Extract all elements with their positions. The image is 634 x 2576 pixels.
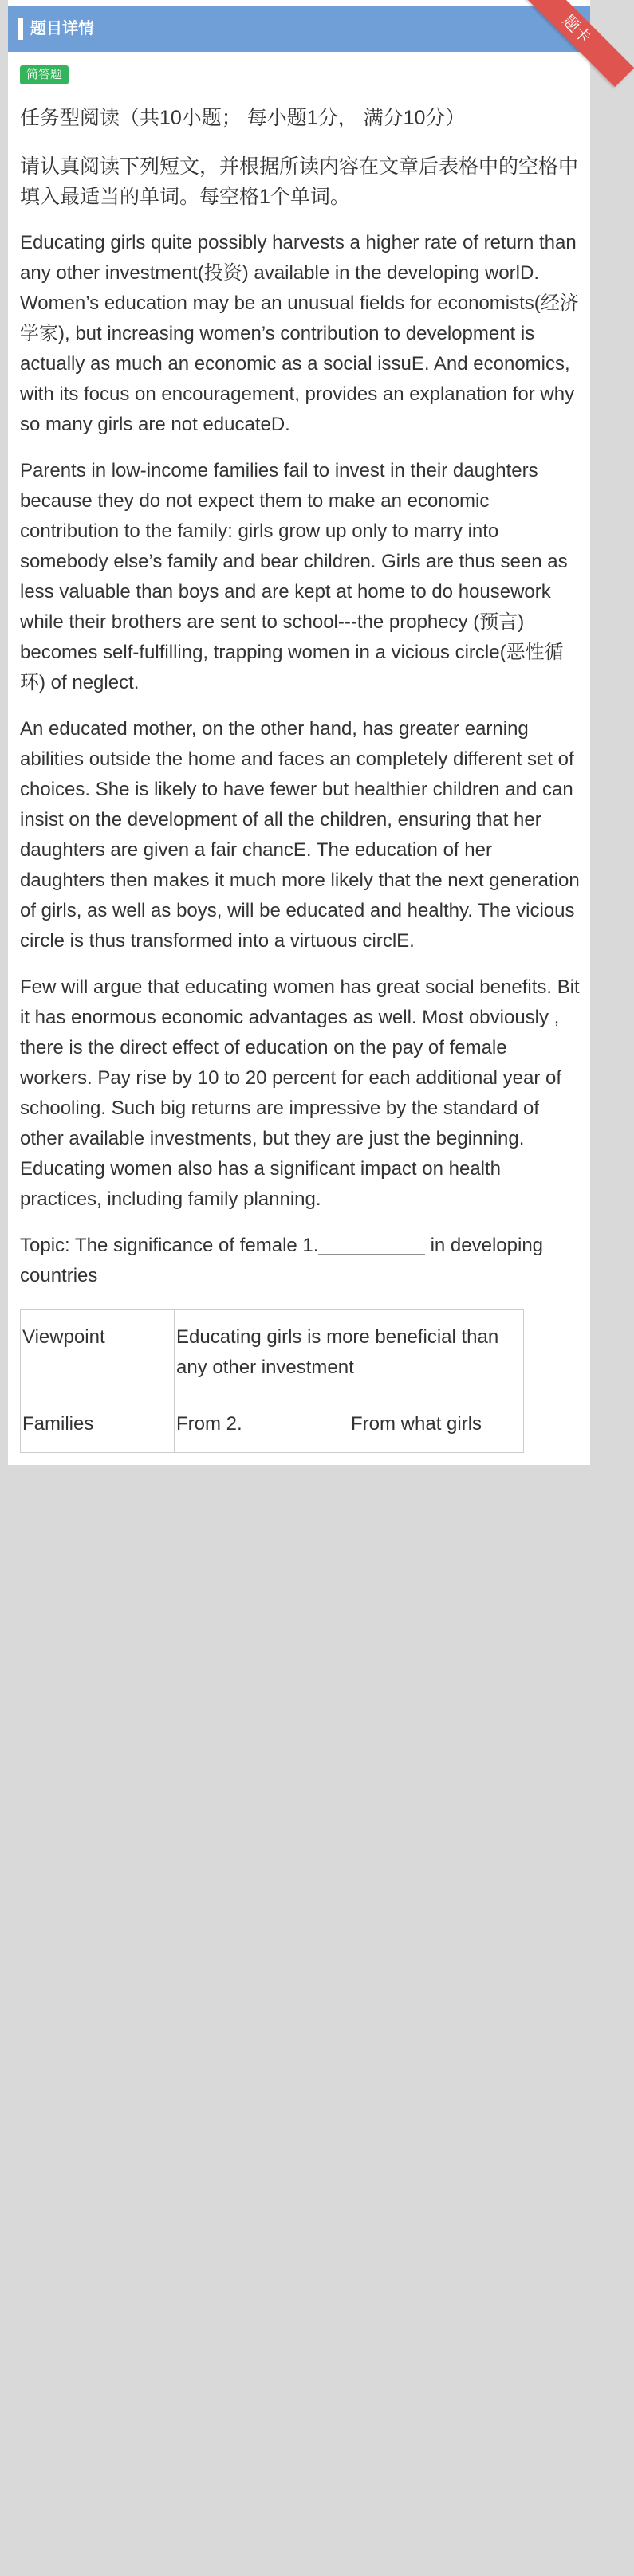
question-content <box>20 102 580 1453</box>
table-cell-families-label: Families <box>21 1396 175 1453</box>
table-cell-families-col2: From 2. <box>175 1396 349 1453</box>
passage-paragraph-1: Educating girls quite possibly harvests a higher rate of return than any other investment(投资) available in the developing worlD. Women’s education may be an unusual fields for economists(经济学家), but increasing women’s contribution to development is actually as much an economic as a social issuE. And economics, with its focus on encouragement, provides an explanation for why so many girls are not educateD. <box>20 232 579 435</box>
question-heading: 任务型阅读（共10小题； 每小题1分， 满分10分） <box>20 107 466 129</box>
table-cell-families-col3: From what girls <box>349 1396 524 1453</box>
question-instruction: 请认真阅读下列短文，并根据所读内容在文章后表格中的空格中填入最适当的单词。每空格1个单词。 <box>20 155 579 208</box>
passage-paragraph-2: Parents in low-income families fail to invest in their daughters because they do not expect them to make an economic contribution to the family: girls grow up only to marry into somebody else’s family and bear children. Girls are thus seen as less valuable than boys and are kept at home to do housework while their brothers are sent to school---the prophecy (预言) becomes self-fulfilling, trapping women in a vicious circle(恶性循环) of neglect. <box>20 460 568 693</box>
question-type-badge: 简答题 <box>20 65 69 84</box>
answer-card-ribbon-label[interactable]: 题卡 <box>519 0 634 87</box>
passage-paragraph-3: An educated mother, on the other hand, has greater earning abilities outside the home and faces an completely different set of choices. She is likely to have fewer but healthier children and can insist on the development of all the children, ensuring that her daughters are given a fair chancE. The education of her daughters then makes it much more likely that the next generation of girls, as well as boys, will be educated and healthy. The vicious circle is thus transformed into a virtuous circlE. <box>20 718 580 952</box>
header-accent-bar <box>18 18 23 40</box>
header-bar <box>8 6 590 52</box>
table-cell-viewpoint-value: Educating girls is more beneficial than any other investment <box>175 1310 524 1396</box>
passage-paragraph-4: Few will argue that educating women has great social benefits. Bit it has enormous economic advantages as well. Most obviously , there is the direct effect of education on the pay of female workers. Pay rise by 10 to 20 percent for each additional year of schooling. Such big returns are impressive by the standard of other available investments, but they are just the beginning. Educating women also has a significant impact on health practices, including family planning. <box>20 976 580 1210</box>
page <box>8 0 594 1465</box>
topic-line: Topic: The significance of female 1.__________ in developing countries <box>20 1235 544 1286</box>
table-cell-viewpoint-label: Viewpoint <box>21 1310 175 1396</box>
table-row <box>21 1396 524 1453</box>
table-row <box>21 1310 524 1396</box>
page-title: 题目详情 <box>30 20 94 37</box>
answer-table <box>20 1309 524 1453</box>
answer-card-ribbon[interactable] <box>510 0 598 88</box>
